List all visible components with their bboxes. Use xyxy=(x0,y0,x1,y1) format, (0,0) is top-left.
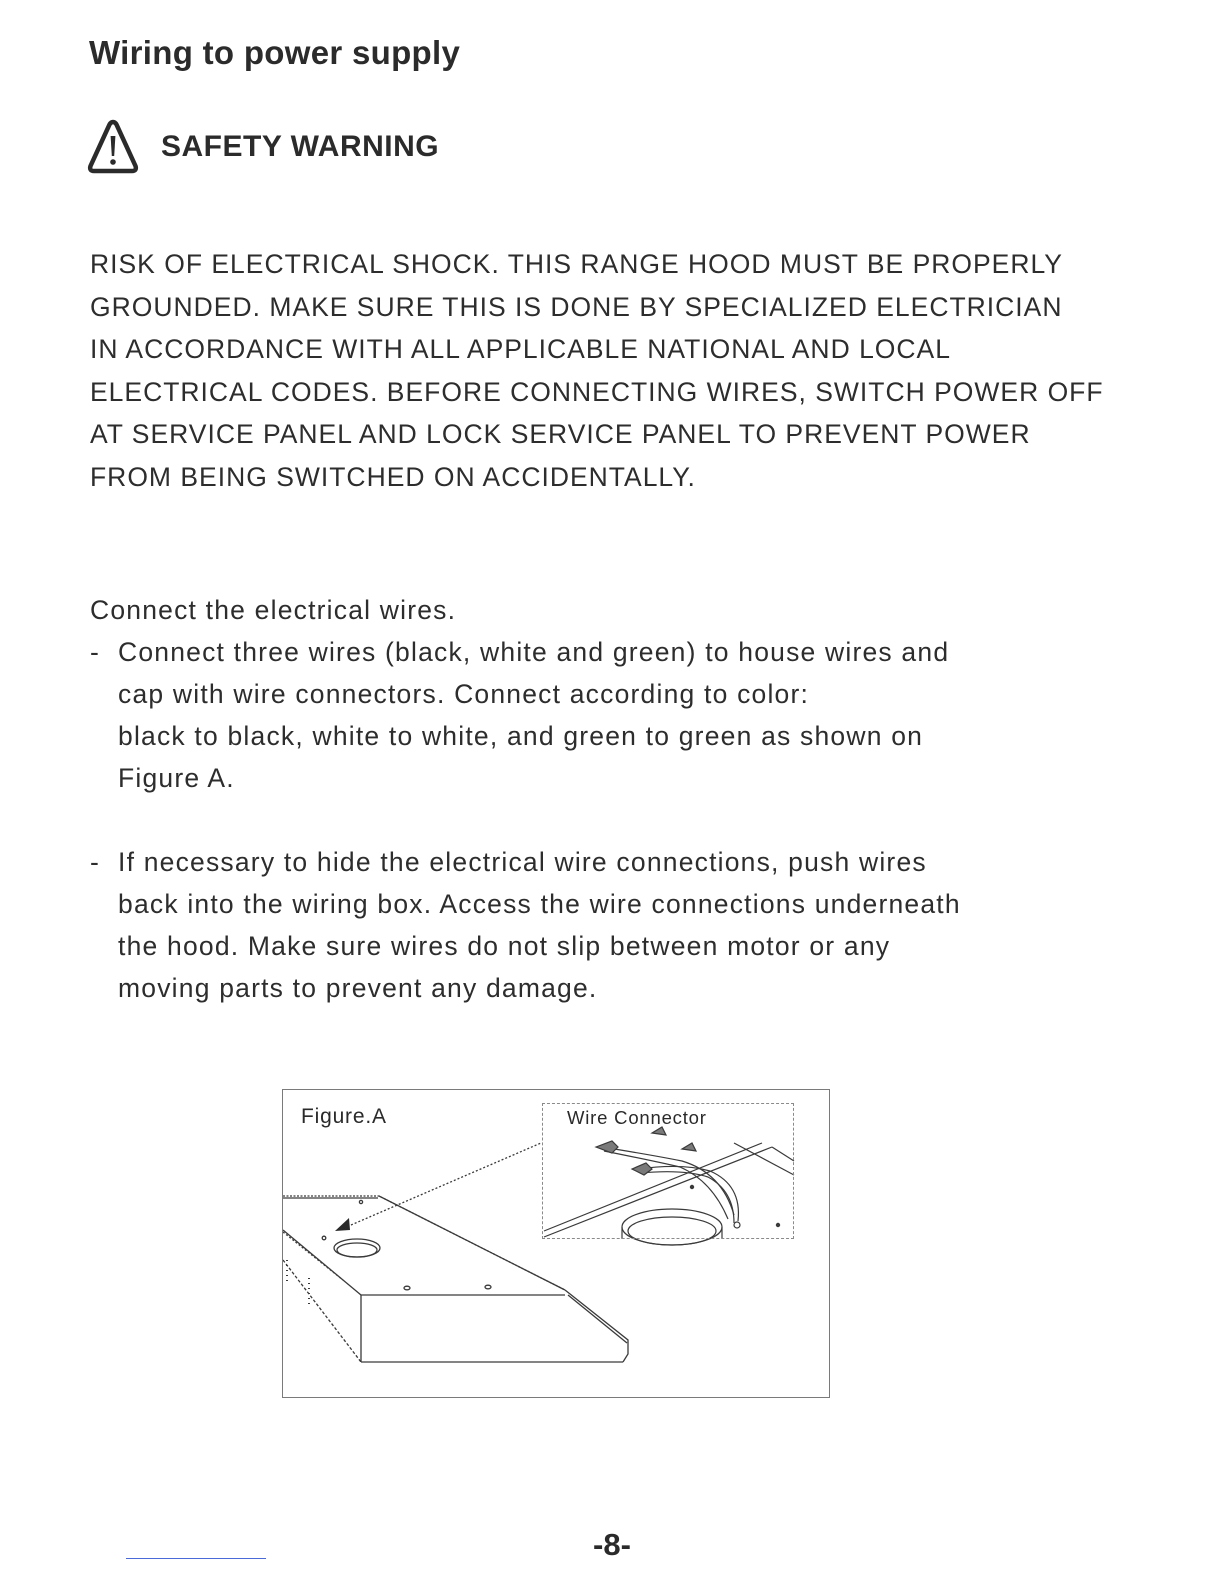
instruction-line: moving parts to prevent any damage. xyxy=(118,973,598,1003)
safety-warning-line: ELECTRICAL CODES. BEFORE CONNECTING WIRES, SWITCH POWER OFF xyxy=(90,376,1104,407)
figure-label: Figure.A xyxy=(301,1105,387,1128)
instruction-bullet: - xyxy=(90,847,101,877)
safety-warning-line: AT SERVICE PANEL AND LOCK SERVICE PANEL TO PREVENT POWER xyxy=(90,419,1031,449)
instruction-line: cap with wire connectors. Connect according to color: xyxy=(118,679,810,709)
page-number: -8- xyxy=(593,1527,631,1562)
instruction-item xyxy=(90,631,1110,799)
safety-warning-line: RISK OF ELECTRICAL SHOCK. THIS RANGE HOOD MUST BE PROPERLY xyxy=(90,249,1063,279)
instruction-line: If necessary to hide the electrical wire connections, push wires xyxy=(118,847,927,877)
instructions-intro: Connect the electrical wires. xyxy=(90,595,457,625)
safety-warning-line: GROUNDED. MAKE SURE THIS IS DONE BY SPECIALIZED ELECTRICIAN xyxy=(90,291,1063,322)
figure-a xyxy=(282,1089,830,1398)
footer-rule xyxy=(126,1558,266,1559)
instruction-line: the hood. Make sure wires do not slip between motor or any xyxy=(118,931,891,961)
safety-warning-text xyxy=(90,243,1130,498)
inset-label: Wire Connector xyxy=(567,1107,707,1128)
instruction-line: black to black, white to white, and green to green as shown on xyxy=(118,721,924,751)
instruction-item xyxy=(90,841,1110,1009)
safety-warning-header xyxy=(86,116,439,178)
instruction-body xyxy=(118,631,1110,799)
wire-connector-inset xyxy=(542,1103,794,1239)
safety-warning-line: FROM BEING SWITCHED ON ACCIDENTALLY. xyxy=(90,461,696,492)
page-title: Wiring to power supply xyxy=(89,34,461,71)
warning-triangle-icon xyxy=(86,118,140,176)
instruction-line: Connect three wires (black, white and green) to house wires and xyxy=(118,637,950,667)
instruction-body xyxy=(118,841,1110,1009)
instruction-bullet: - xyxy=(90,637,101,667)
instruction-line: back into the wiring box. Access the wire connections underneath xyxy=(118,889,961,919)
instruction-line: Figure A. xyxy=(118,763,235,793)
safety-warning-heading: SAFETY WARNING xyxy=(161,130,440,163)
safety-warning-line: IN ACCORDANCE WITH ALL APPLICABLE NATIONAL AND LOCAL xyxy=(90,334,951,364)
